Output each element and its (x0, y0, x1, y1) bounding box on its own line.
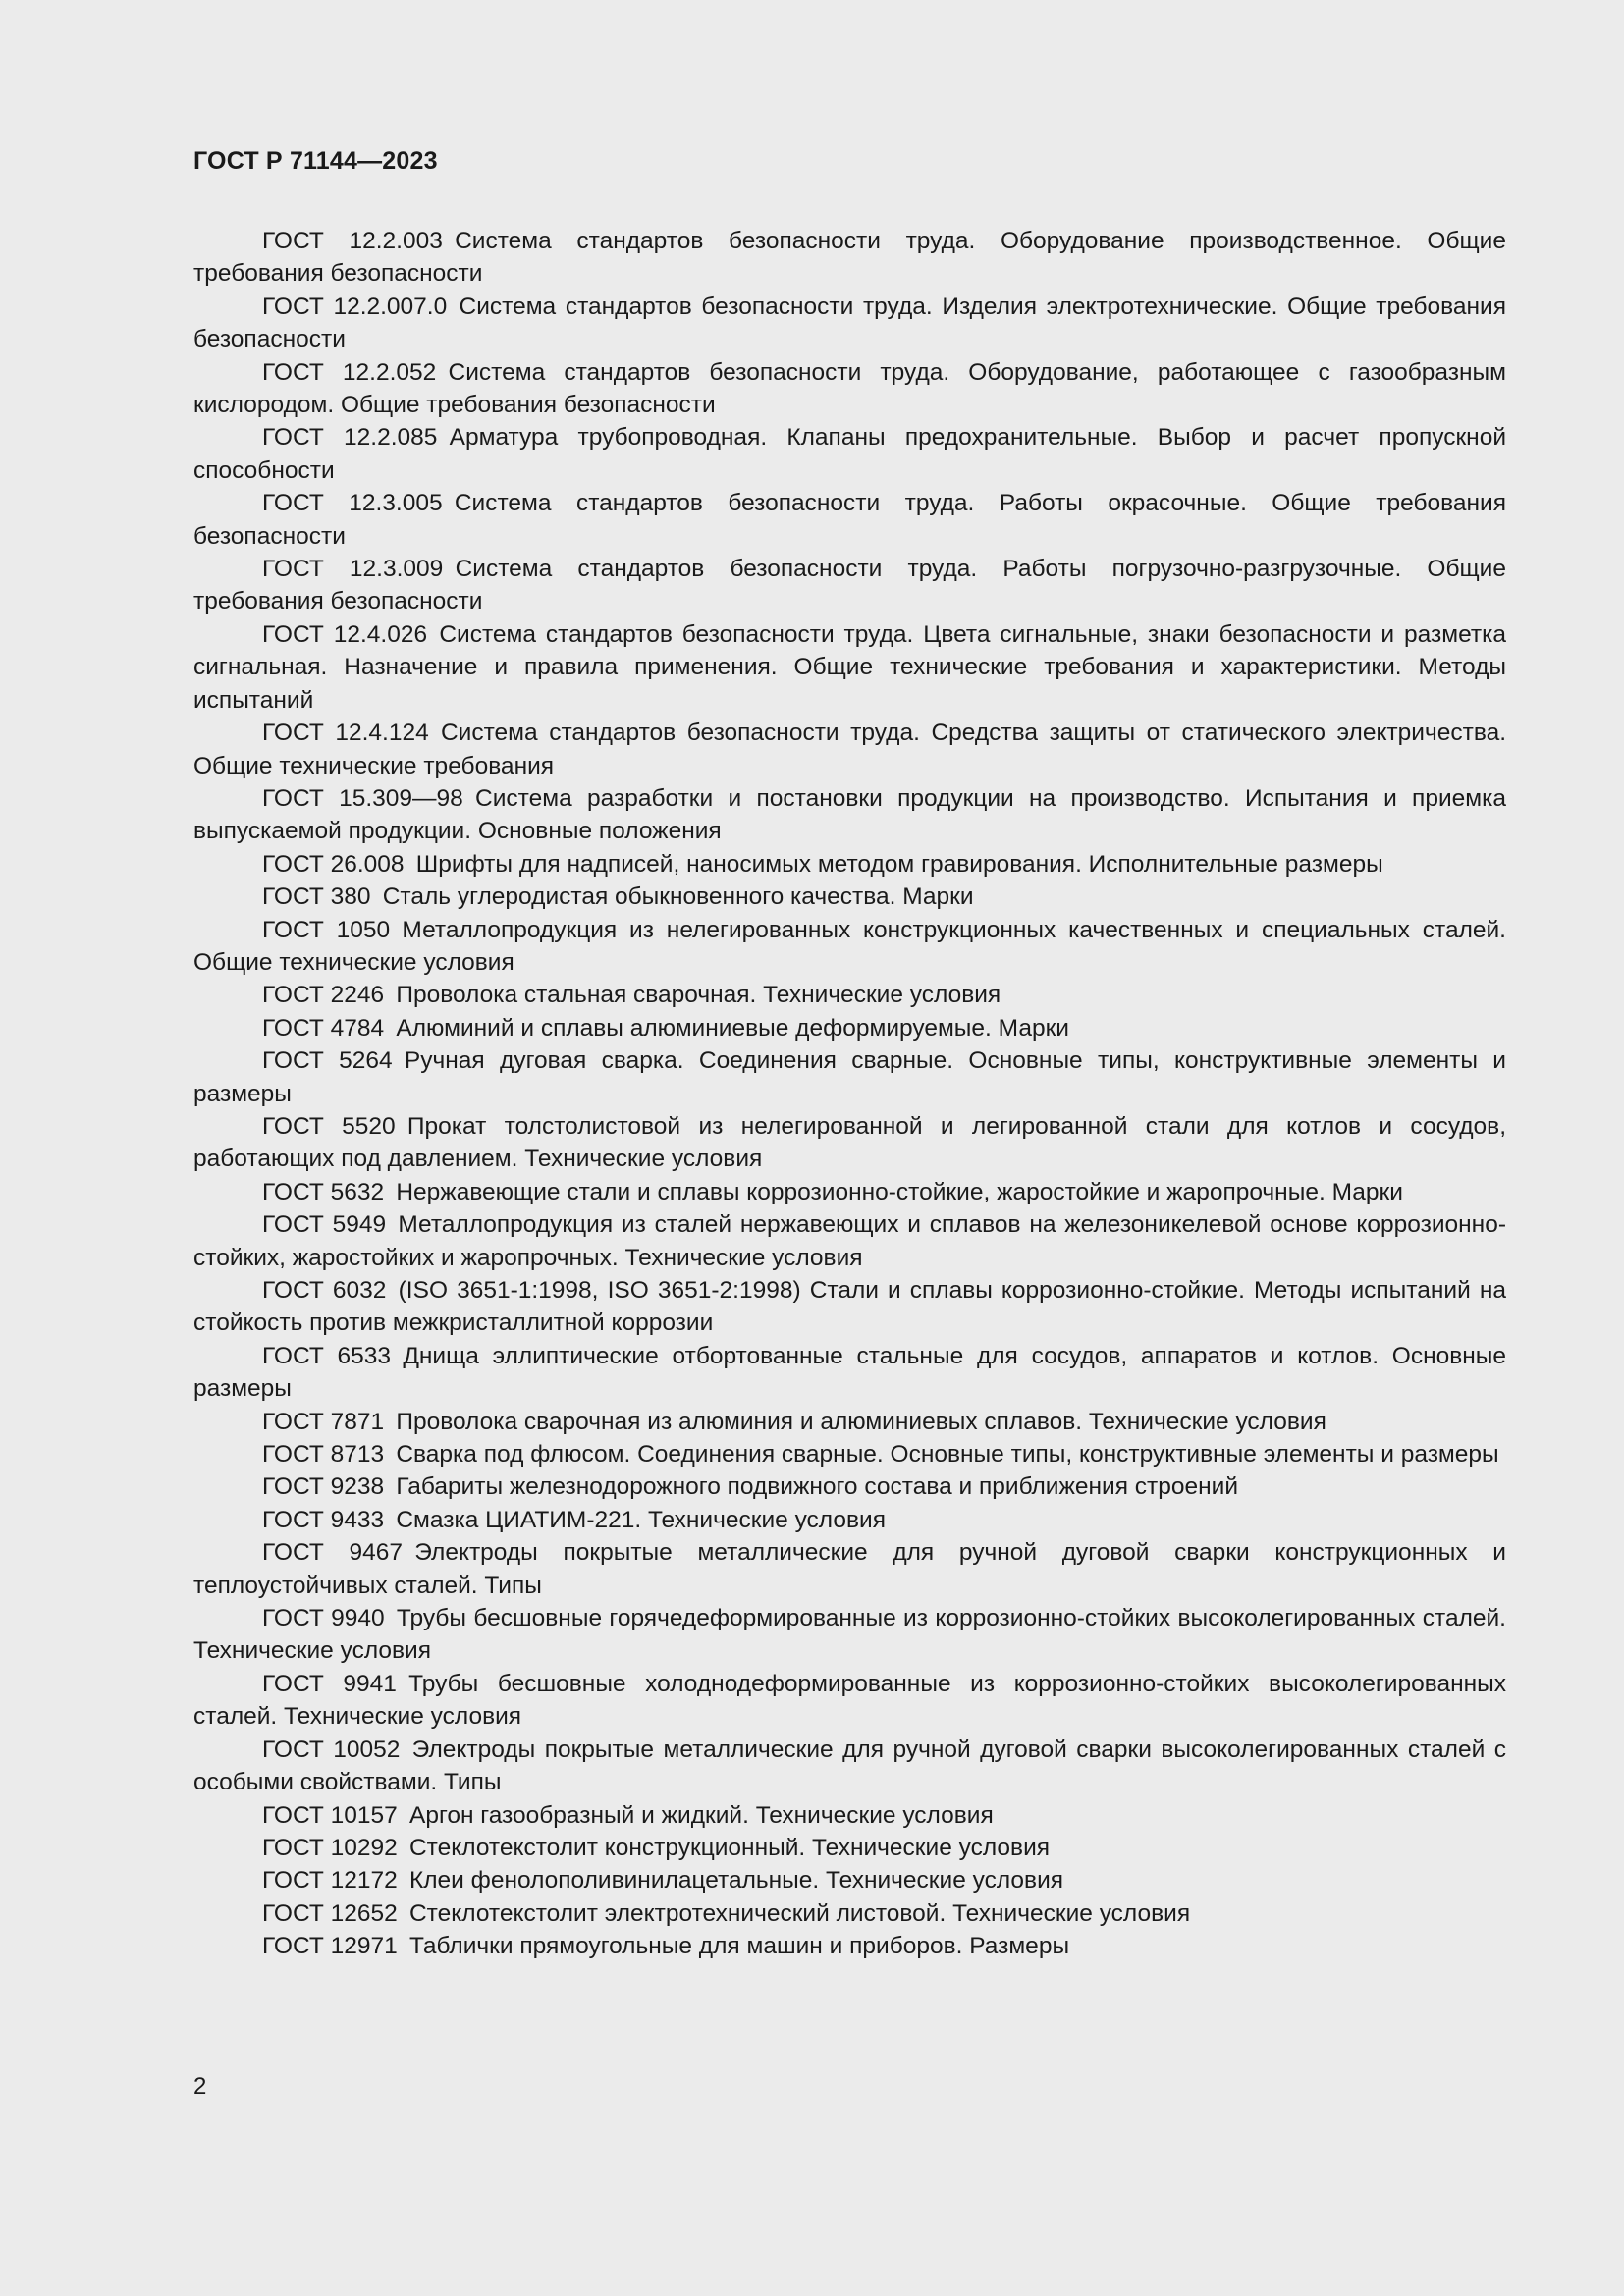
reference-title: Система стандартов безопасности труда. Работы окрасочные. Общие требования безопасности (193, 490, 1506, 550)
reference-code: ГОСТ 12971 (262, 1933, 398, 1960)
reference-code: ГОСТ 12.2.007.0 (262, 293, 448, 320)
reference-code: ГОСТ 12.3.009 (262, 556, 444, 583)
reference-item (193, 1897, 1506, 1930)
reference-title: Прокат толстолистовой из нелегированной и легированной стали для котлов и сосудов, работающих под давлением. Технические условия (193, 1112, 1506, 1173)
reference-code: ГОСТ 26.008 (262, 850, 405, 878)
reference-title: Алюминий и сплавы алюминиевые деформируемые. Марки (396, 1014, 1069, 1041)
reference-title: Стеклотекстолит конструкционный. Технические условия (408, 1834, 1051, 1861)
reference-code: ГОСТ 9238 (262, 1473, 385, 1501)
reference-code: ГОСТ 10052 (262, 1735, 401, 1763)
reference-item (193, 1602, 1506, 1668)
reference-code: ГОСТ 12.3.005 (262, 490, 443, 517)
reference-code: ГОСТ 10157 (262, 1801, 398, 1829)
reference-code: ГОСТ 10292 (262, 1834, 398, 1861)
reference-item (193, 553, 1506, 618)
reference-item (193, 1406, 1506, 1438)
reference-code: ГОСТ 5264 (262, 1047, 393, 1075)
reference-item (193, 979, 1506, 1011)
reference-item (193, 1799, 1506, 1832)
reference-code: ГОСТ 6032 (262, 1277, 387, 1304)
reference-title: Электроды покрытые металлические для ручной дуговой сварки конструкционных и теплоустойчивых сталей. Типы (193, 1539, 1506, 1599)
reference-code: ГОСТ 7871 (262, 1408, 385, 1435)
reference-item (193, 1832, 1506, 1864)
reference-title: Проволока сварочная из алюминия и алюминиевых сплавов. Технические условия (396, 1408, 1326, 1435)
reference-code: ГОСТ 12172 (262, 1867, 398, 1895)
reference-title: Система стандартов безопасности труда. Цвета сигнальные, знаки безопасности и разметка сигнальная. Назначение и правила применения. Общие технические требования и характеристики. Методы испытаний (193, 620, 1506, 714)
reference-code: ГОСТ 12.4.124 (262, 720, 429, 747)
reference-code: ГОСТ 12.2.003 (262, 228, 443, 254)
reference-item (193, 1864, 1506, 1896)
reference-item (193, 487, 1506, 553)
reference-title: Нержавеющие стали и сплавы коррозионно-стойкие, жаростойкие и жаропрочные. Марки (396, 1178, 1403, 1205)
reference-item (193, 225, 1506, 291)
reference-code: ГОСТ 2246 (262, 982, 385, 1009)
reference-code: ГОСТ 12.2.052 (262, 358, 437, 386)
reference-item (193, 356, 1506, 422)
reference-code: ГОСТ 5949 (262, 1211, 387, 1239)
reference-title: Система стандартов безопасности труда. Изделия электротехнические. Общие требования безопасности (193, 293, 1506, 353)
reference-item (193, 1012, 1506, 1044)
reference-title: Трубы бесшовные горячедеформированные из коррозионно-стойких высоколегированных сталей. Технические условия (193, 1605, 1506, 1665)
reference-item (193, 1176, 1506, 1208)
reference-item (193, 1274, 1506, 1340)
reference-item (193, 881, 1506, 913)
reference-title: Клеи фенолополивинилацетальные. Технические условия (408, 1867, 1064, 1895)
reference-item (193, 1340, 1506, 1406)
reference-title: Электроды покрытые металлические для ручной дуговой сварки высоколегированных сталей с особыми свойствами. Типы (193, 1735, 1506, 1796)
reference-code: ГОСТ 8713 (262, 1441, 385, 1468)
reference-title: Сварка под флюсом. Соединения сварные. Основные типы, конструктивные элементы и размеры (396, 1441, 1499, 1468)
reference-code: ГОСТ 9467 (262, 1539, 403, 1567)
reference-title: Арматура трубопроводная. Клапаны предохранительные. Выбор и расчет пропускной способности (193, 424, 1507, 484)
reference-title: Трубы бесшовные холоднодеформированные из коррозионно-стойких высоколегированных сталей. Технические условия (193, 1670, 1506, 1731)
reference-item (193, 1668, 1506, 1734)
reference-title: Габариты железнодорожного подвижного состава и приближения строений (396, 1473, 1239, 1501)
reference-title: Шрифты для надписей, наносимых методом гравирования. Исполнительные размеры (415, 850, 1383, 878)
reference-title: Металлопродукция из сталей нержавеющих и сплавов на железоникелевой основе коррозионно-стойких, жаростойких и жаропрочных. Технические условия (193, 1211, 1506, 1271)
reference-item (193, 1470, 1506, 1503)
reference-item (193, 1536, 1506, 1602)
reference-item (193, 618, 1506, 717)
reference-code: ГОСТ 9433 (262, 1506, 385, 1533)
reference-code: ГОСТ 12652 (262, 1899, 398, 1927)
reference-code: ГОСТ 380 (262, 883, 371, 911)
reference-title: Сталь углеродистая обыкновенного качества. Марки (382, 883, 974, 911)
reference-code: ГОСТ 6533 (262, 1342, 392, 1369)
reference-code: ГОСТ 9941 (262, 1670, 397, 1697)
reference-item (193, 1438, 1506, 1470)
reference-item (193, 1930, 1506, 1962)
reference-title: Система стандартов безопасности труда. Средства защиты от статического электричества. Общие технические требования (193, 720, 1507, 779)
reference-title: Система стандартов безопасности труда. Оборудование, работающее с газообразным кислородом. Общие требования безопасности (193, 358, 1506, 419)
reference-title: Система стандартов безопасности труда. Работы погрузочно-разгрузочные. Общие требования безопасности (193, 556, 1506, 615)
reference-code: ГОСТ 15.309—98 (262, 784, 463, 812)
reference-item (193, 782, 1506, 848)
reference-title: (ISO 3651-1:1998, ISO 3651-2:1998) Стали и сплавы коррозионно-стойкие. Методы испытаний на стойкость против межкристаллитной коррозии (193, 1277, 1507, 1337)
reference-code: ГОСТ 5520 (262, 1112, 396, 1140)
reference-item (193, 717, 1506, 782)
reference-item (193, 421, 1506, 487)
reference-code: ГОСТ 4784 (262, 1014, 385, 1041)
reference-code: ГОСТ 12.2.085 (262, 424, 438, 452)
page-number: 2 (193, 2073, 207, 2100)
reference-title: Днища эллиптические отбортованные стальные для сосудов, аппаратов и котлов. Основные размеры (193, 1342, 1506, 1403)
reference-title: Металлопродукция из нелегированных конструкционных качественных и специальных сталей. Общие технические условия (193, 916, 1506, 976)
document-header-code: ГОСТ Р 71144—2023 (193, 147, 438, 175)
reference-item (193, 1110, 1506, 1176)
reference-title: Стеклотекстолит электротехнический листовой. Технические условия (408, 1899, 1191, 1927)
reference-title: Аргон газообразный и жидкий. Технические условия (408, 1801, 994, 1829)
reference-code: ГОСТ 1050 (262, 916, 391, 943)
reference-title: Проволока стальная сварочная. Технические условия (396, 982, 1001, 1009)
normative-references-list (193, 225, 1506, 1963)
reference-title: Таблички прямоугольные для машин и приборов. Размеры (408, 1933, 1070, 1960)
reference-item (193, 291, 1506, 356)
reference-title: Система разработки и постановки продукции на производство. Испытания и приемка выпускаемой продукции. Основные положения (193, 784, 1506, 845)
reference-code: ГОСТ 12.4.026 (262, 620, 428, 648)
reference-title: Система стандартов безопасности труда. Оборудование производственное. Общие требования безопасности (193, 228, 1506, 288)
reference-item (193, 914, 1506, 980)
reference-code: ГОСТ 9940 (262, 1605, 385, 1632)
reference-item (193, 848, 1506, 881)
reference-item (193, 1504, 1506, 1536)
reference-title: Ручная дуговая сварка. Соединения сварные. Основные типы, конструктивные элементы и размеры (193, 1047, 1506, 1107)
reference-item (193, 1044, 1506, 1110)
reference-item (193, 1208, 1506, 1274)
reference-title: Смазка ЦИАТИМ-221. Технические условия (396, 1506, 886, 1533)
reference-item (193, 1734, 1506, 1799)
reference-code: ГОСТ 5632 (262, 1178, 385, 1205)
